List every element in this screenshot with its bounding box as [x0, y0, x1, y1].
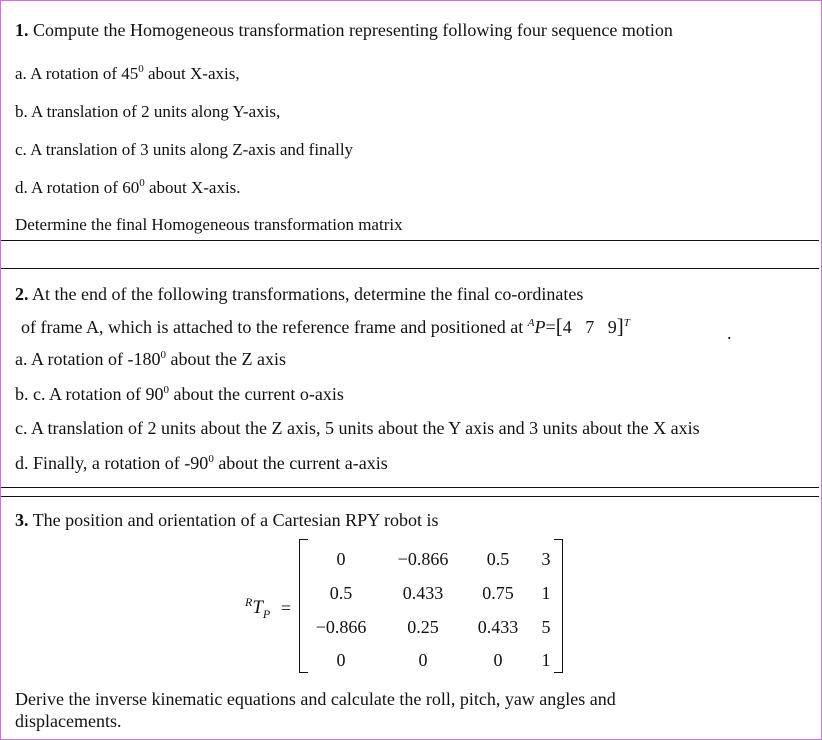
q1-number: 1. — [15, 20, 29, 40]
matrix-cell: 5 — [541, 617, 551, 637]
q1-item-b: b. A translation of 2 units along Y-axis, — [15, 102, 281, 121]
matrix-cell: 0 — [418, 650, 428, 670]
matrix-cell: 0 — [493, 650, 503, 670]
matrix-cell: 0.5 — [329, 583, 353, 603]
q3-title: 3. The position and orientation of a Cartesian RPY robot is — [15, 510, 439, 530]
matrix-cell: 0.433 — [477, 617, 519, 637]
matrix-cell: 0 — [336, 549, 346, 569]
q2-number: 2. — [15, 284, 29, 304]
question-2 — [1, 268, 819, 488]
q2-point: $^A$P=[4 7 9]$^T$ — [527, 314, 630, 338]
matrix-cell: 1 — [541, 583, 551, 603]
q1-conclusion: Determine the final Homogeneous transformation matrix — [15, 215, 403, 234]
matrix-cell: 0 — [336, 650, 346, 670]
q2-item-b: b. c. A rotation of $90^0$ about the current o-axis — [15, 384, 344, 404]
q2-item-a: a. A rotation of $-180^0$ about the Z axis — [15, 349, 286, 369]
q2-item-c: c. A translation of 2 units about the Z axis, 5 units about the Y axis and 3 units about the X axis — [15, 418, 700, 438]
matrix-cell: 1 — [541, 650, 551, 670]
q2-dot: . — [727, 323, 732, 343]
matrix-cell: 3 — [541, 549, 551, 569]
matrix-equals: = — [281, 598, 292, 618]
matrix-label: $^RT_P$ — [245, 595, 271, 621]
matrix-cell: 0.433 — [402, 583, 444, 603]
q3-conclusion-line-2: displacements. — [15, 711, 122, 731]
question-3 — [1, 496, 819, 736]
question-1 — [1, 1, 819, 241]
q2-item-d: d. Finally, a rotation of $-90^0$ about the current a-axis — [15, 453, 388, 473]
q2-line-1: 2. At the end of the following transformations, determine the final co-ordinates — [15, 284, 584, 304]
q1-item-d: d. A rotation of $60^0$ about X-axis. — [15, 177, 241, 197]
q1-title — [15, 20, 673, 40]
matrix-cell: −0.866 — [315, 617, 367, 637]
q3-conclusion-line-1: Derive the inverse kinematic equations and calculate the roll, pitch, yaw angles and — [15, 689, 616, 709]
q1-item-c: c. A translation of 3 units along Z-axis and finally — [15, 140, 354, 159]
matrix-cell: 0.5 — [486, 549, 510, 569]
matrix-cell: 0.75 — [482, 583, 514, 603]
matrix-cell: −0.866 — [397, 549, 449, 569]
matrix-cell: 0.25 — [407, 617, 439, 637]
q1-title-text: Compute the Homogeneous transformation representing following four sequence motion — [33, 20, 673, 40]
q1-item-a: a. A rotation of $45^0$ about X-axis, — [15, 63, 240, 83]
q2-line-2: of frame A, which is attached to the reference frame and positioned at $^A$P=[4 7 9]$^T$ — [21, 314, 630, 338]
q3-number: 3. — [15, 510, 29, 530]
